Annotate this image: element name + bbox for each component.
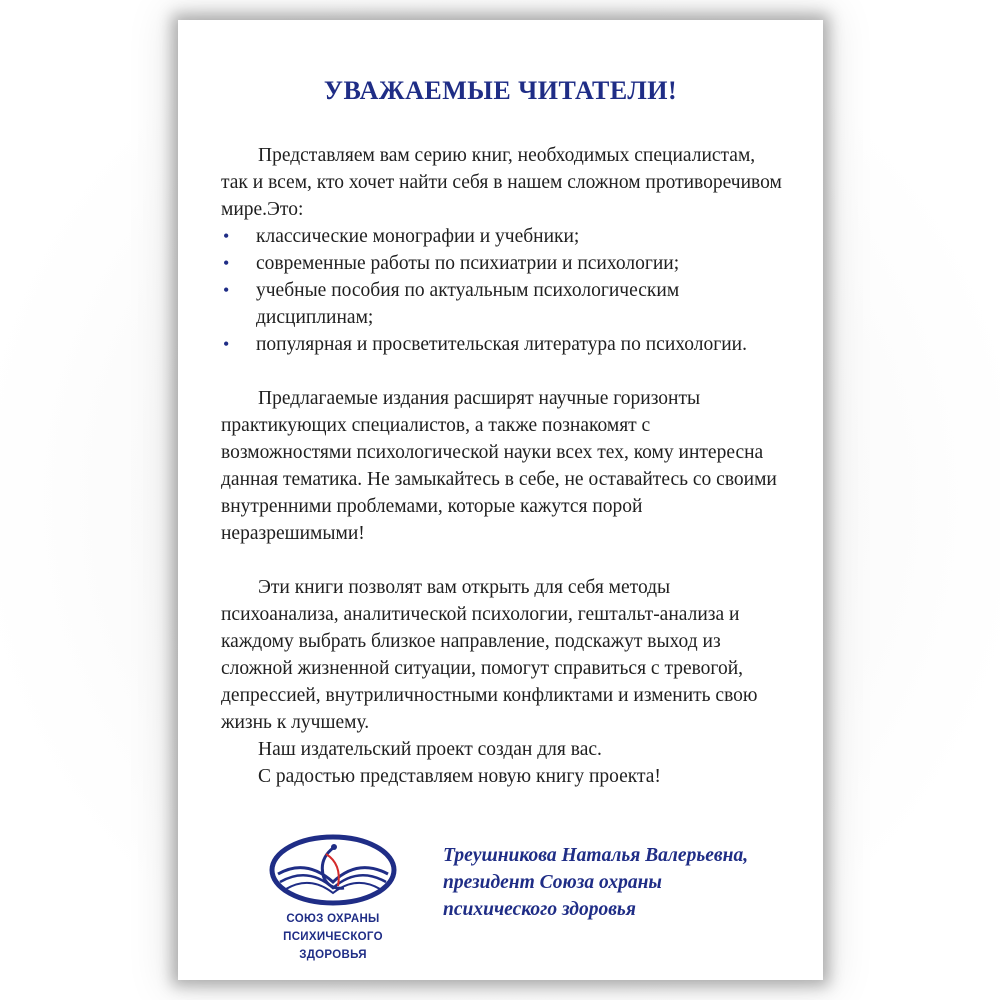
page-title: УВАЖАЕМЫЕ ЧИТАТЕЛИ! [323,76,678,105]
spacer [221,547,783,574]
intro-paragraph: Представляем вам серию книг, необходимых специалистам, так и всем, кто хочет найти себя в нашем сложном противоречивом мире.Это: [221,145,782,220]
bullet-item: • популярная и просветительская литература по психологии. [221,331,783,358]
bullet-item: • классические монографии и учебники; [221,223,783,250]
paragraph-horizons: Предлагаемые издания расширят научные горизонты практикующих специалистов, а также познакомят с возможностями психологической науки всех тех, кому интересна данная тематика. Не замыкайтесь в себе, не оставайтесь со своими внутренними проблемами, которые кажутся порой неразрешимыми! [221,388,777,544]
logo-caption [258,910,408,964]
paragraph-project: Наш издательский проект создан для вас. [258,739,602,760]
union-logo [258,830,408,961]
signature-block [443,842,813,923]
paragraph-new-book: С радостью представляем новую книгу проекта! [258,766,661,787]
signature-organization: психического здоровья [443,899,636,920]
body-text [221,142,783,790]
paragraph-methods: Эти книги позволят вам открыть для себя методы психоанализа, аналитической психологии, гештальт-анализа и каждому выбрать близкое направление, подскажут выход из сложной жизненной ситуации, помогут справиться с тревогой, депрессией, внутриличностными конфликтами и изменить свою жизнь к лучшему. [221,577,758,733]
signature-name: Треушникова Наталья Валерьевна, [443,845,749,866]
bullet-list [221,223,783,358]
logo-line: ПСИХИЧЕСКОГО ЗДОРОВЬЯ [283,931,383,961]
document-page [178,20,823,980]
logo-line: СОЮЗ ОХРАНЫ [286,913,380,925]
signature-position: президент Союза охраны [443,872,662,893]
spacer [221,358,783,385]
union-emblem-icon [258,830,408,912]
bullet-item: • современные работы по психиатрии и психологии; [221,250,783,277]
bullet-item: • учебные пособия по актуальным психологическим дисциплинам; [221,277,783,331]
